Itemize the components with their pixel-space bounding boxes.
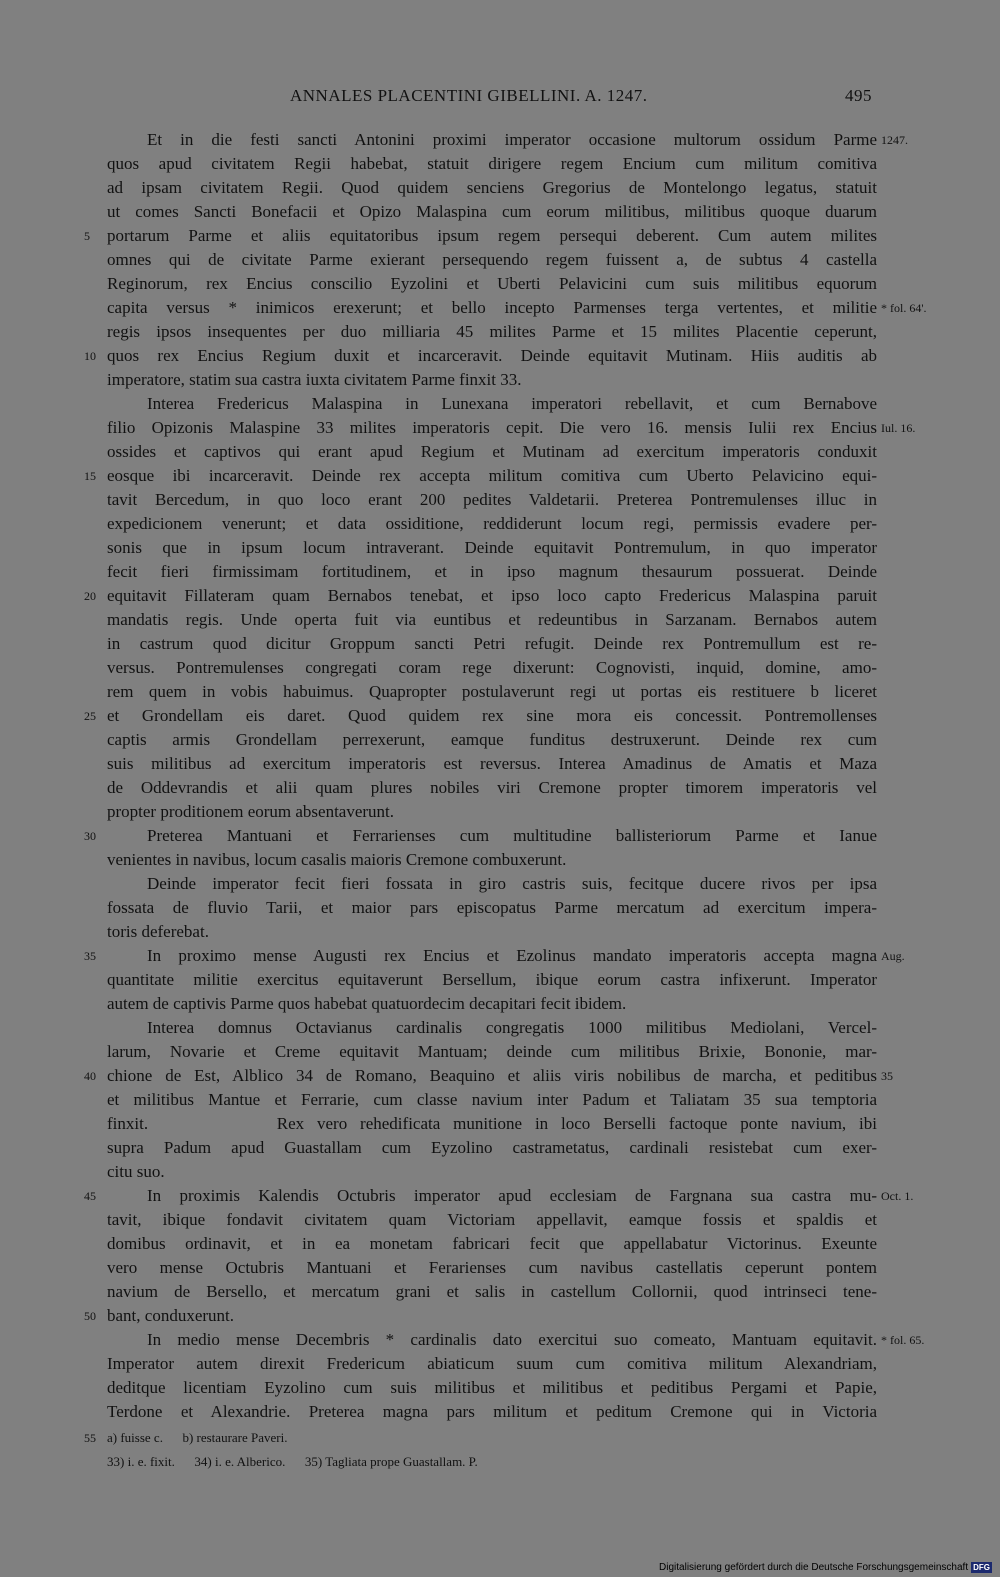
text-line: finxit. Rex vero rehedificata munitione in loco Berselli factoque ponte navium, ibi — [107, 1114, 877, 1133]
text-line: deditque licentiam Eyzolino cum suis militibus et militibus et peditibus Pergami et Papie, — [107, 1378, 877, 1397]
text-line: Interea Fredericus Malaspina in Lunexana imperatori rebellavit, et cum Bernabove — [147, 394, 877, 413]
footer-credit: Digitalisierung gefördert durch die Deutsche Forschungsgemeinschaft — [659, 1562, 969, 1573]
text-line: et Grondellam eis daret. Quod quidem rex sine mora eis concessit. Pontremollenses — [107, 706, 877, 725]
text-line: ut comes Sancti Bonefacii et Opizo Malaspina cum eorum militibus, militibus quoque duarum — [107, 202, 877, 221]
text-line: omnes qui de civitate Parme exierant persequendo regem fuissent a, de subtus 4 castella — [107, 250, 877, 269]
text-line: In proximo mense Augusti rex Encius et Ezolinus mandato imperatoris accepta magna — [147, 946, 877, 965]
text-line: sonis que in ipsum locum intraverant. Deinde equitavit Pontremulum, in quo imperator — [107, 538, 877, 557]
line-number: 55 — [84, 1431, 96, 1445]
dfg-logo: DFG — [973, 1563, 990, 1572]
text-line: et militibus Mantue et Ferrarie, cum classe navium inter Padum et Taliatam 35 sua temptoria — [107, 1090, 877, 1109]
text-line: fossata de fluvio Tarii, et maior pars episcopatus Parme mercatum ad exercitum impera- — [107, 898, 877, 917]
line-number: 15 — [84, 469, 96, 483]
text-line: ossides et captivos qui erant apud Regium et Mutinam ad exercitum imperatoris conduxit — [107, 442, 877, 461]
text-line: mandatis regis. Unde operta fuit via euntibus et redeuntibus in Sarzanam. Bernabos autem — [107, 610, 877, 629]
text-line: venientes in navibus, locum casalis maioris Cremone combuxerunt. — [107, 850, 567, 869]
text-line: eosque ibi incarceravit. Deinde rex accepta militum comitiva cum Uberto Pelavicino equi- — [107, 466, 877, 485]
text-line: Imperator autem direxit Fredericum abiaticum suum cum comitiva militum Alexandriam, — [107, 1354, 877, 1373]
line-number: 45 — [84, 1189, 96, 1203]
line-number: 5 — [84, 229, 90, 243]
text-line: fecit fieri firmissimam fortitudinem, et in ipso magnum thesaurum possuerat. Deinde — [107, 562, 877, 581]
text-line: autem de captivis Parme quos habebat quatuordecim decapitari fecit ibidem. — [107, 994, 627, 1013]
text-line: capita versus * inimicos erexerunt; et bello incepto Parmenses terga vertentes, et militie — [107, 298, 877, 317]
page-number: 495 — [845, 86, 872, 105]
line-number: 10 — [84, 349, 96, 363]
text-line: quantitate militie exercitus equitaverunt Bersellum, ibique eorum castra infixerunt. Imperator — [107, 970, 877, 989]
line-number: 30 — [84, 829, 96, 843]
text-line: in castrum quod dicitur Groppum sancti Petri refugit. Deinde rex Pontremullum est re- — [107, 634, 877, 653]
margin-note-folio: * fol. 64'. — [881, 301, 927, 315]
margin-note-folio: * fol. 65. — [881, 1333, 925, 1347]
digitization-footer — [659, 1560, 992, 1575]
text-line: imperatore, statim sua castra iuxta civitatem Parme finxit 33. — [107, 370, 522, 389]
text-line: Terdone et Alexandrie. Preterea magna pars militum et peditum Cremone qui in Victoria — [107, 1402, 877, 1421]
text-line: expedicionem venerunt; et data ossiditione, reddiderunt locum regi, permissis evadere per- — [107, 514, 877, 533]
text-line: In medio mense Decembris * cardinalis dato exercitui suo comeato, Mantuam equitavit. — [147, 1330, 877, 1349]
text-line: vero mense Octubris Mantuani et Ferarienses cum navibus castellatis ceperunt pontem — [107, 1258, 877, 1277]
line-number: 35 — [84, 949, 96, 963]
text-line: bant, conduxerunt. — [107, 1306, 234, 1325]
text-line: Preterea Mantuani et Ferrarienses cum multitudine ballisteriorum Parme et Ianue — [147, 826, 877, 845]
text-line: ad ipsam civitatem Regii. Quod quidem senciens Gregorius de Montelongo legatus, statuit — [107, 178, 877, 197]
text-line: suis militibus ad exercitum imperatoris est reversus. Interea Amadinus de Amatis et Maza — [107, 754, 877, 773]
text-line: filio Opizonis Malaspine 33 milites imperatoris cepit. Die vero 16. mensis Iulii rex Encius — [107, 418, 877, 437]
text-line: equitavit Fillateram quam Bernabos tenebat, et ipso loco capto Fredericus Malaspina paruit — [107, 586, 877, 605]
running-title: ANNALES PLACENTINI GIBELLINI. A. 1247. — [290, 86, 648, 105]
text-line: navium de Bersello, et mercatum grani et salis in castellum Collornii, quod intrinseci tene- — [107, 1282, 877, 1301]
margin-note-line-ref: 35 — [881, 1069, 893, 1083]
text-line: tavit, ibique fondavit civitatem quam Victoriam appellavit, eamque fossis et spaldis et — [107, 1210, 877, 1229]
margin-note-year: 1247. — [881, 133, 908, 147]
text-line: Deinde imperator fecit fieri fossata in giro castris suis, fecitque ducere rivos per ipsa — [147, 874, 877, 893]
text-line: de Oddevrandis et alii quam plures nobiles viri Cremone propter timorem imperatoris vel — [107, 778, 877, 797]
line-number: 25 — [84, 709, 96, 723]
line-number: 40 — [84, 1069, 96, 1083]
text-line: toris deferebat. — [107, 922, 209, 941]
text-line: tavit Bercedum, in quo loco erant 200 pedites Valdetarii. Preterea Pontremulenses illuc in — [107, 490, 877, 509]
text-line: versus. Pontremulenses congregati coram rege dixerunt: Cognovisti, inquid, domine, amo- — [107, 658, 877, 677]
line-number: 50 — [84, 1309, 96, 1323]
text-line: regis ipsos insequentes per duo milliaria 45 milites Parme et 15 milites Placentie ceperunt, — [107, 322, 877, 341]
text-line: chione de Est, Alblico 34 de Romano, Beaquino et aliis viris nobilibus de marcha, et peditibus — [107, 1066, 877, 1085]
margin-note-date: Iul. 16. — [881, 421, 916, 435]
text-line: domibus ordinavit, et in ea monetam fabricari fecit que appellabatur Victorinus. Exeunte — [107, 1234, 877, 1253]
text-line: Interea domnus Octavianus cardinalis congregatis 1000 militibus Mediolani, Vercel- — [147, 1018, 877, 1037]
margin-note-date: Aug. — [881, 949, 905, 963]
text-line: citu suo. — [107, 1162, 165, 1181]
text-line: larum, Novarie et Creme equitavit Mantuam; deinde cum militibus Brixie, Bononie, mar- — [107, 1042, 877, 1061]
text-line: In proximis Kalendis Octubris imperator apud ecclesiam de Fargnana sua castra mu- — [147, 1186, 877, 1205]
text-line: rem quem in vobis habuimus. Quapropter postulaverunt regi ut portas eis restituere b liceret — [107, 682, 877, 701]
text-line: quos apud civitatem Regii habebat, statuit dirigere regem Encium cum militum comitiva — [107, 154, 877, 173]
text-line: quos rex Encius Regium duxit et incarceravit. Deinde equitavit Mutinam. Hiis auditis ab — [107, 346, 877, 365]
footnote-notes: 33) i. e. fixit. 34) i. e. Alberico. 35) Tagliata prope Guastallam. P. — [107, 1454, 478, 1469]
text-line: Reginorum, rex Encius conscilio Eyzolini et Uberti Pelavicini cum suis militibus equorum — [107, 274, 877, 293]
text-line: portarum Parme et aliis equitatoribus ipsum regem persequi deberent. Cum autem milites — [107, 226, 877, 245]
margin-note-date: Oct. 1. — [881, 1189, 914, 1203]
text-line: supra Padum apud Guastallam cum Eyzolino castrametatus, cardinali resistebat cum exer- — [107, 1138, 877, 1157]
text-line: Et in die festi sancti Antonini proximi imperator occasione multorum ossidum Parme — [147, 130, 877, 149]
line-number: 20 — [84, 589, 96, 603]
text-line: propter proditionem eorum absentaverunt. — [107, 802, 395, 821]
footnote-variants: a) fuisse c. b) restaurare Paveri. — [107, 1430, 288, 1445]
text-line: captis armis Grondellam perrexerunt, eamque funditus destruxerunt. Deinde rex cum — [107, 730, 877, 749]
